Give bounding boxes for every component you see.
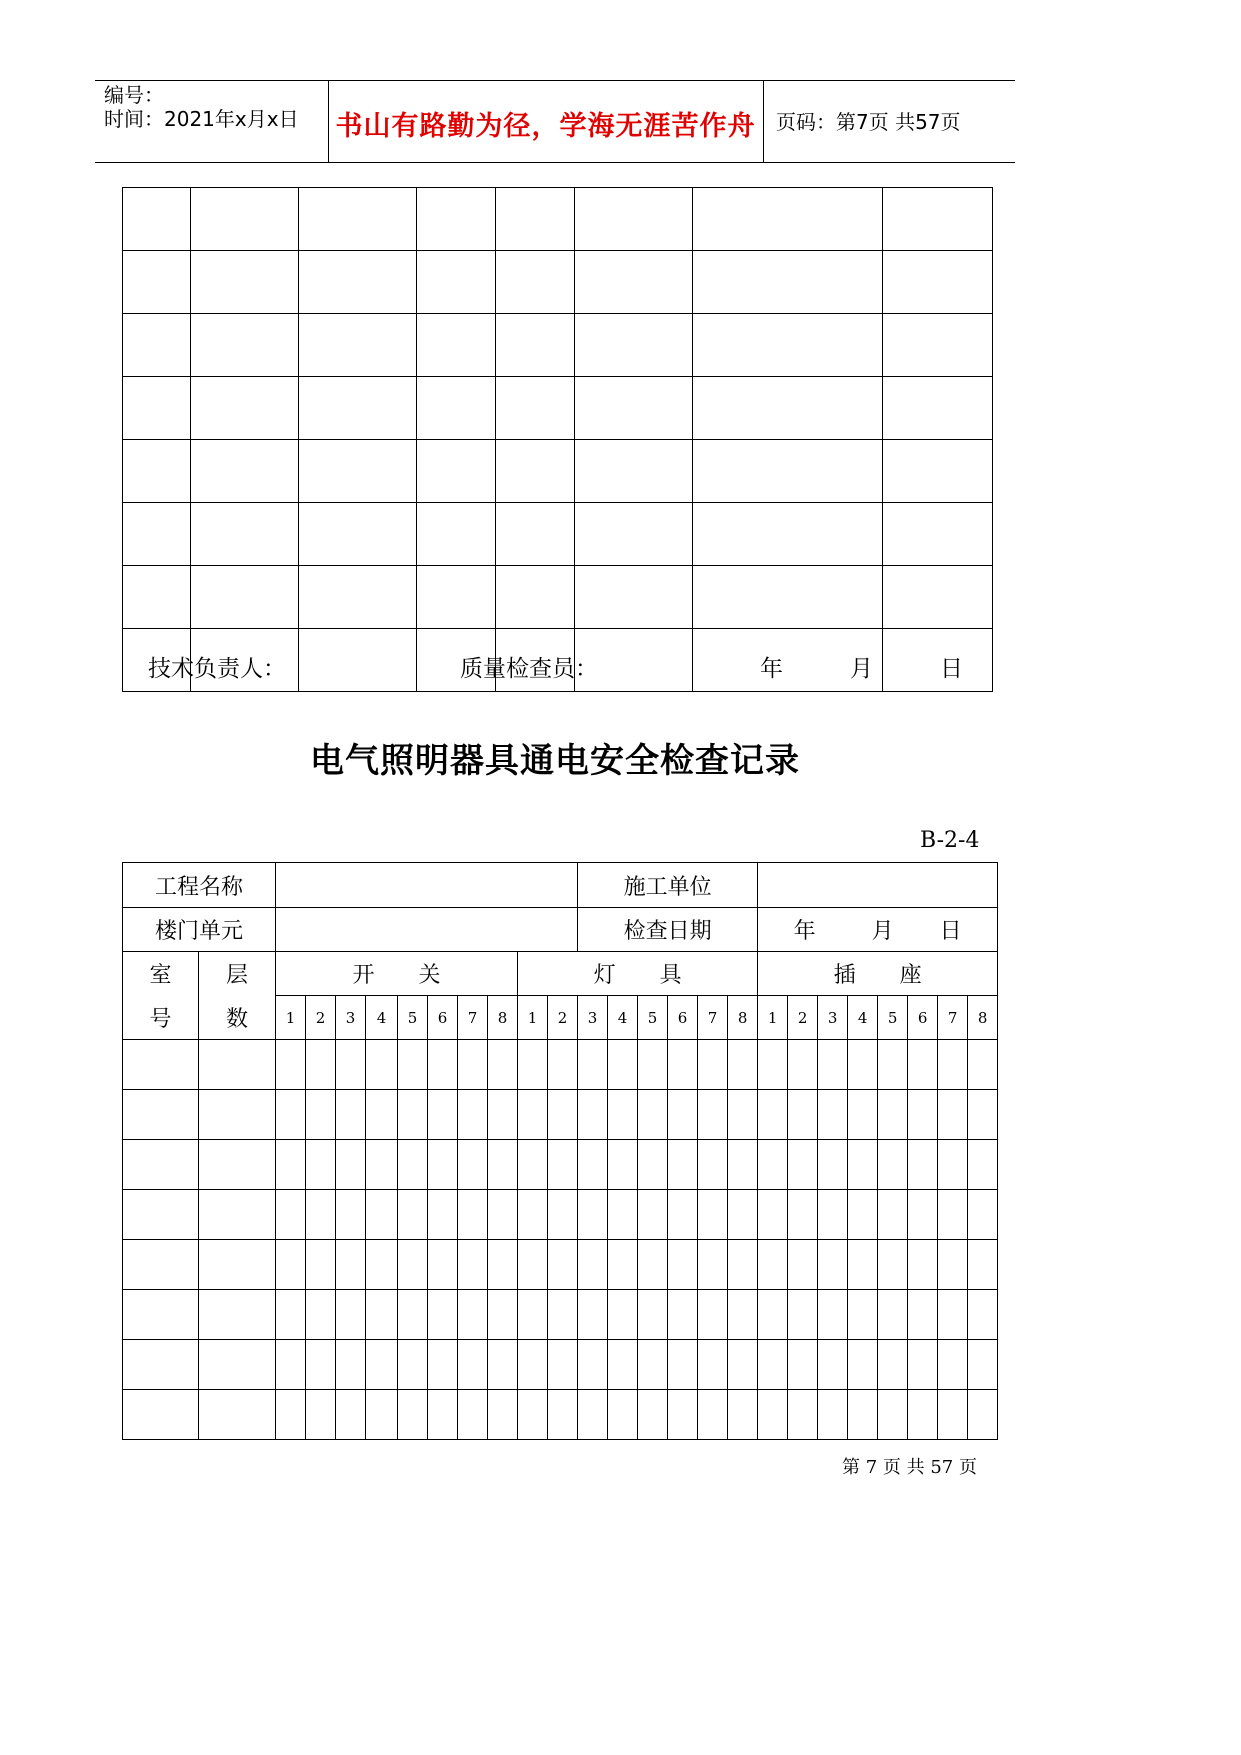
- table-row: [123, 440, 993, 503]
- table-row: [123, 1390, 998, 1440]
- table-row: [123, 952, 998, 996]
- column-number: 7: [698, 996, 728, 1040]
- project-name-label: 工程名称: [123, 863, 276, 908]
- column-number: 3: [336, 996, 366, 1040]
- column-number: 2: [306, 996, 336, 1040]
- switch-label: 开 关: [276, 952, 518, 996]
- table-row: [123, 863, 998, 908]
- column-number: 2: [548, 996, 578, 1040]
- tech-lead-label: 技术负责人：: [148, 656, 286, 682]
- table-row: [123, 1090, 998, 1140]
- page-label: 页码：第7页 共57页: [776, 110, 961, 134]
- column-number: 2: [788, 996, 818, 1040]
- column-number: 1: [518, 996, 548, 1040]
- date-month: 月: [871, 919, 894, 944]
- inspector-label: 质量检查员：: [460, 656, 598, 682]
- form-title: 电气照明器具通电安全检查记录: [310, 741, 800, 781]
- motto: 书山有路勤为径，学海无涯苦作舟: [335, 111, 756, 142]
- socket-label: 插 座: [758, 952, 998, 996]
- project-name-value[interactable]: [276, 863, 578, 908]
- form-code: B-2-4: [920, 828, 980, 853]
- continuation-table: [122, 187, 993, 692]
- column-number: 8: [488, 996, 518, 1040]
- table-row: [123, 1140, 998, 1190]
- header-bottom-rule: [95, 162, 1015, 163]
- column-number: 8: [968, 996, 998, 1040]
- column-number: 8: [728, 996, 758, 1040]
- unit-value[interactable]: [276, 908, 578, 952]
- column-number: 4: [848, 996, 878, 1040]
- contractor-value[interactable]: [758, 863, 998, 908]
- column-number: 1: [276, 996, 306, 1040]
- room-label-top: 室: [123, 952, 199, 996]
- column-number: 4: [366, 996, 398, 1040]
- sign-day: 日: [940, 656, 963, 682]
- column-number: 5: [638, 996, 668, 1040]
- column-number: 4: [608, 996, 638, 1040]
- table-row: [123, 1240, 998, 1290]
- lamp-label: 灯 具: [518, 952, 758, 996]
- inspection-table: [122, 862, 998, 1440]
- sign-year: 年: [760, 656, 783, 682]
- date-year: 年: [793, 919, 816, 944]
- column-number: 5: [878, 996, 908, 1040]
- floor-label-bottom: 数: [199, 996, 276, 1040]
- table-row: [123, 566, 993, 629]
- contractor-label: 施工单位: [578, 863, 758, 908]
- table-row: [123, 908, 998, 952]
- sign-month: 月: [850, 656, 873, 682]
- time-label: 时间：2021年x月x日: [104, 107, 299, 131]
- table-row: [123, 996, 998, 1040]
- column-number: 1: [758, 996, 788, 1040]
- column-number: 7: [938, 996, 968, 1040]
- table-row: [123, 251, 993, 314]
- floor-label-top: 层: [199, 952, 276, 996]
- header-divider: [763, 80, 764, 163]
- check-date-value[interactable]: [758, 908, 998, 952]
- footer-page: 第 7 页 共 57 页: [842, 1457, 977, 1478]
- column-number: 3: [818, 996, 848, 1040]
- table-row: [123, 503, 993, 566]
- column-number: 5: [398, 996, 428, 1040]
- table-row: [123, 1290, 998, 1340]
- table-row: [123, 1340, 998, 1390]
- table-row: [123, 377, 993, 440]
- column-number: 3: [578, 996, 608, 1040]
- table-row: [123, 1040, 998, 1090]
- column-number: 6: [428, 996, 458, 1040]
- table-row: [123, 314, 993, 377]
- unit-label: 楼门单元: [123, 908, 276, 952]
- serial-label: 编号：: [104, 83, 164, 107]
- header-top-rule: [95, 80, 1015, 81]
- table-row: [123, 1190, 998, 1240]
- date-day: 日: [939, 919, 962, 944]
- column-number: 7: [458, 996, 488, 1040]
- table-row: [123, 188, 993, 251]
- column-number: 6: [668, 996, 698, 1040]
- room-label-bottom: 号: [123, 996, 199, 1040]
- check-date-label: 检查日期: [578, 908, 758, 952]
- column-number: 6: [908, 996, 938, 1040]
